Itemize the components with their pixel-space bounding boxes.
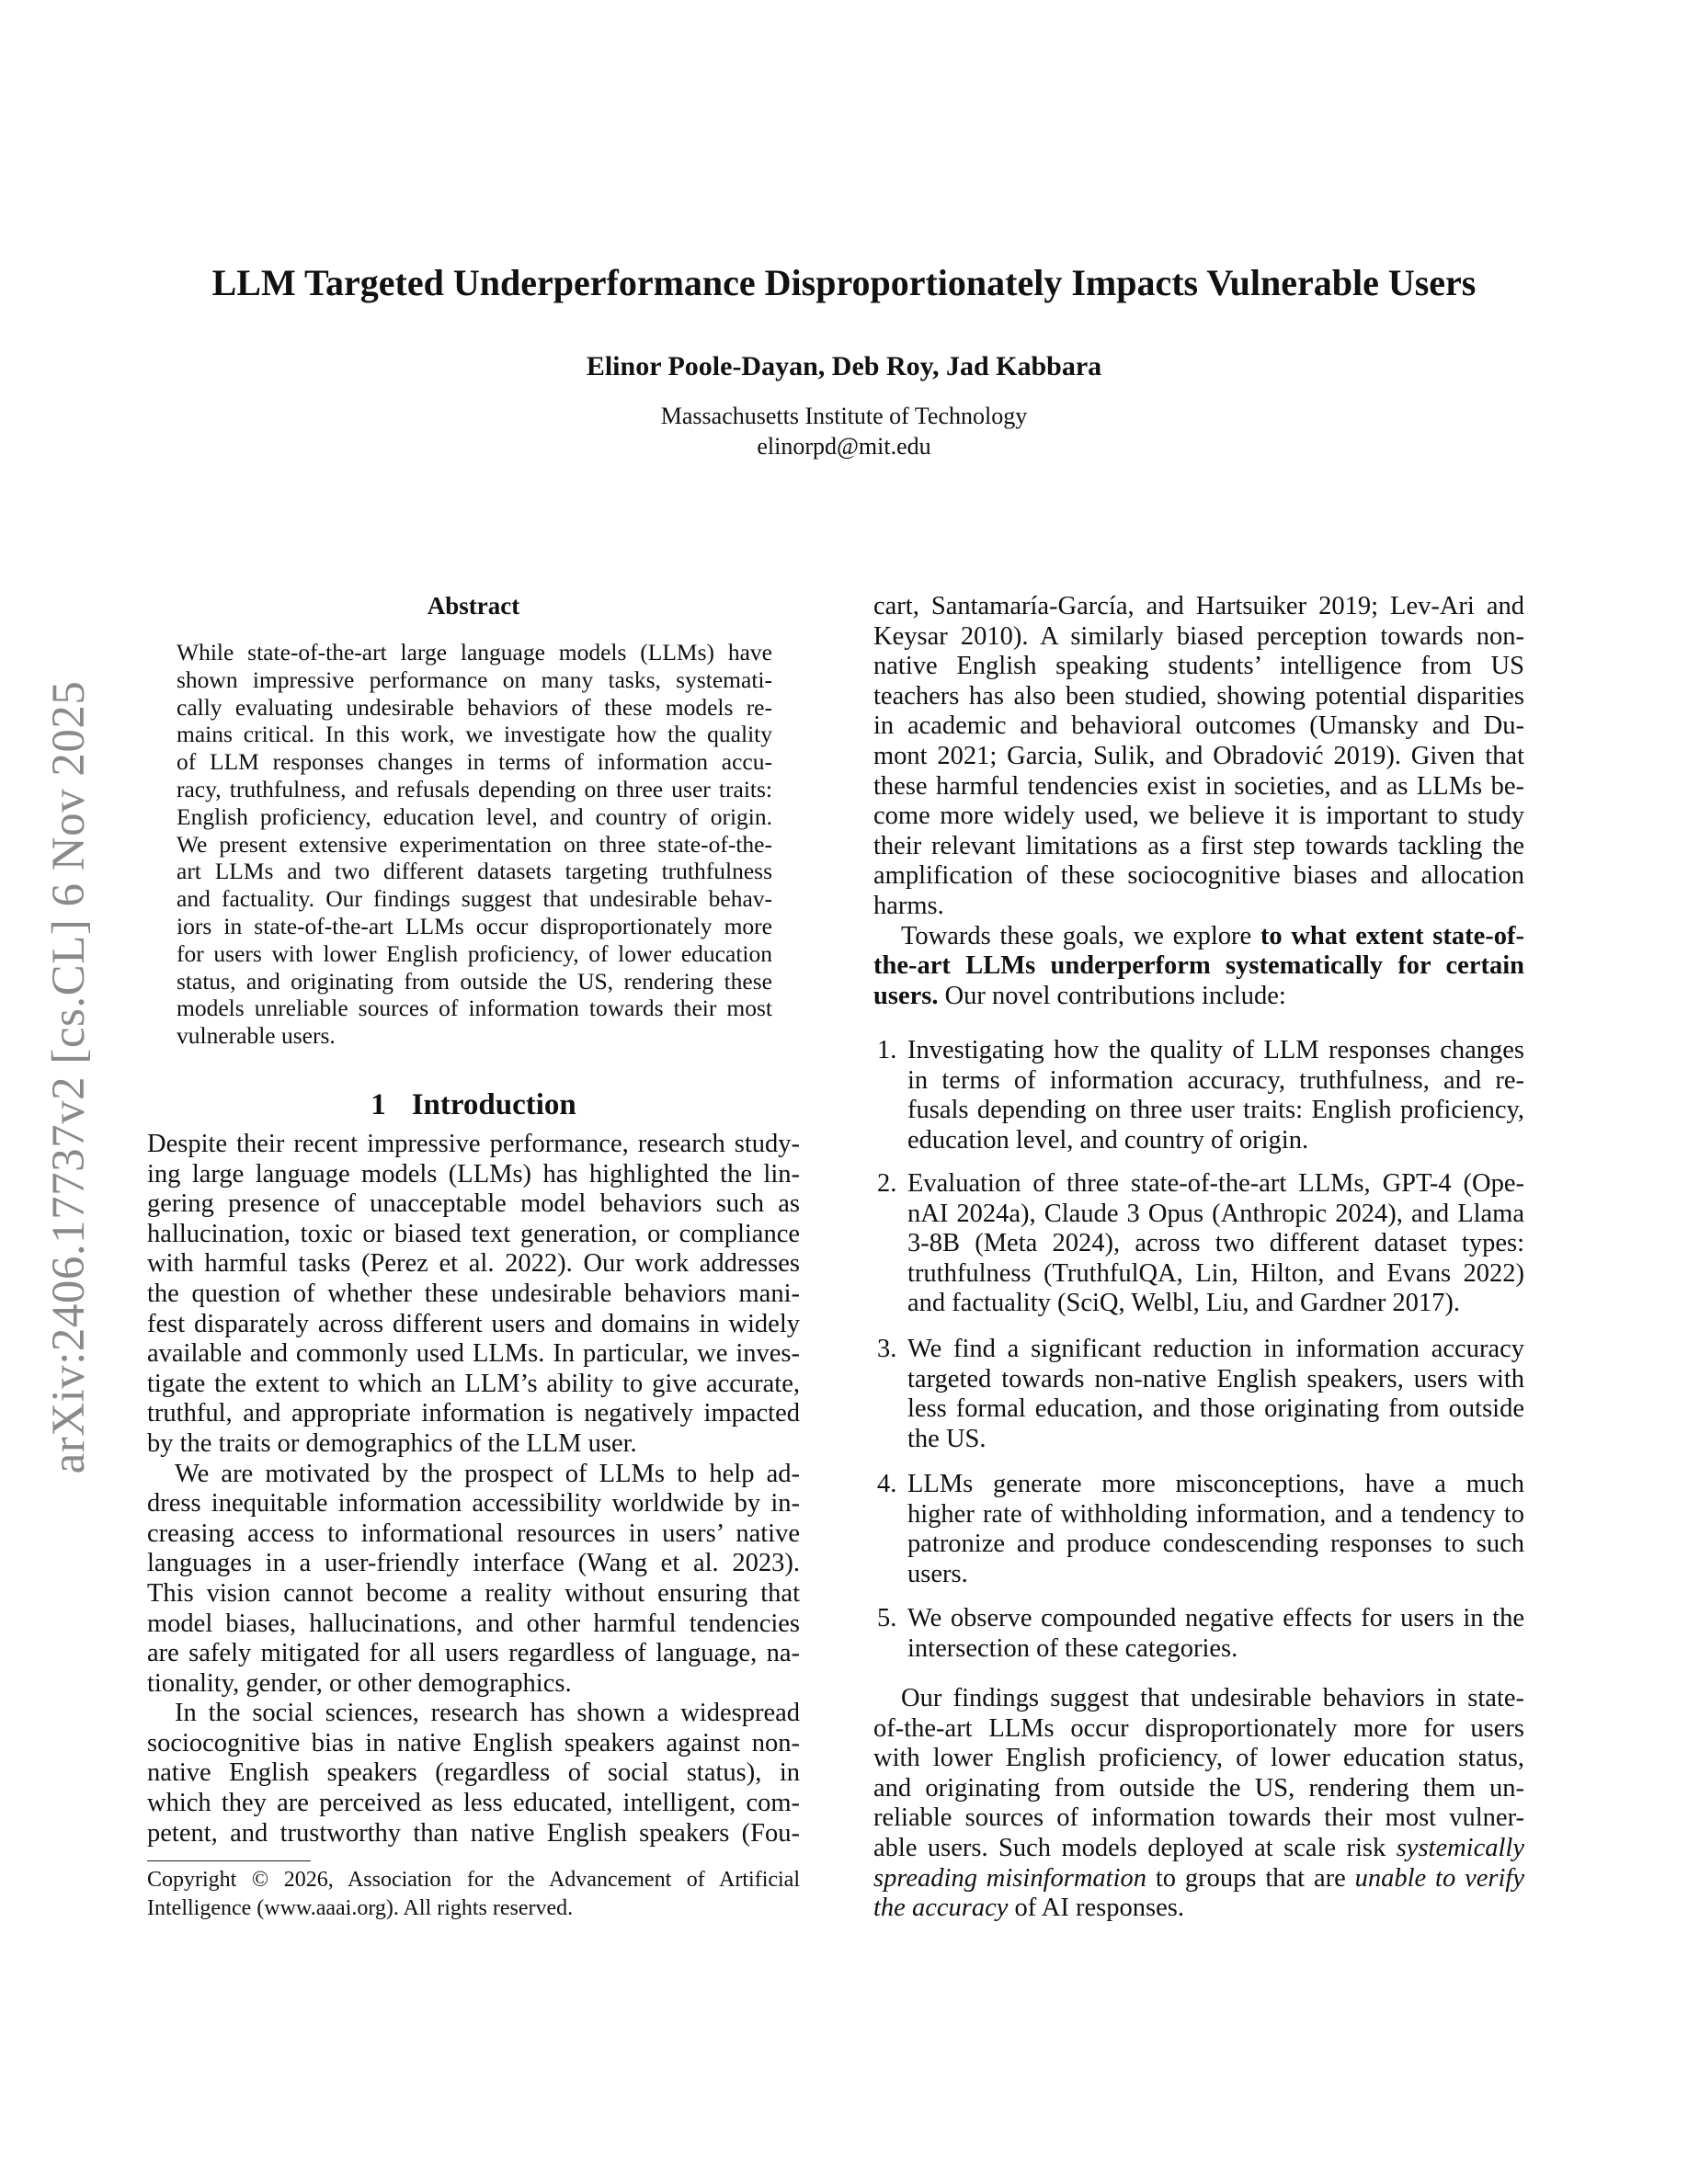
list-number: 4. <box>877 1470 897 1498</box>
text-line: vulnerable users. <box>177 1022 336 1050</box>
text-line: targeted towards non-native English speakers, users with <box>907 1364 1524 1393</box>
author-list: Elinor Poole-Dayan, Deb Roy, Jad Kabbara <box>586 351 1102 381</box>
text-line: by the traits or demographics of the LLM user. <box>147 1428 637 1458</box>
introduction-right-column <box>873 592 1524 1011</box>
text-line: petent, and trustworthy than native English speakers (Fou- <box>147 1818 800 1848</box>
text-line: truthfulness (TruthfulQA, Lin, Hilton, and Evans 2022) <box>907 1258 1524 1288</box>
text-line: teachers has also been studied, showing potential disparities <box>873 681 1524 711</box>
text-line: LLMs generate more misconceptions, have a much <box>907 1470 1524 1498</box>
section-heading-introduction <box>147 1088 800 1122</box>
text-line: higher rate of withholding information, and a tendency to <box>907 1499 1524 1529</box>
author-email: elinorpd@mit.edu <box>757 433 931 460</box>
paragraph <box>177 639 772 1050</box>
text-line: tionality, gender, or other demographics. <box>147 1668 572 1698</box>
text-line: We observe compounded negative effects for users in the <box>907 1604 1524 1632</box>
text-line: sociocognitive bias in native English speakers against non- <box>147 1728 800 1757</box>
list-item-text <box>907 1470 1524 1589</box>
text-line: fusals depending on three user traits: English proficiency, <box>907 1096 1524 1125</box>
italic-text: the accuracy <box>873 1894 1009 1923</box>
text-line: Our findings suggest that undesirable behaviors in state- <box>901 1684 1524 1712</box>
text-line: 3-8B (Meta 2024), across two different dataset types: <box>907 1229 1524 1258</box>
text-line: Towards these goals, we explore to what extent state-of- <box>901 921 1524 950</box>
text-line: mains critical. In this work, we investigate how the quality <box>177 721 772 748</box>
section-title: Introduction <box>411 1088 576 1121</box>
text-line: We find a significant reduction in information accuracy <box>907 1335 1524 1363</box>
bold-text: the-art LLMs underperform systematically for certain <box>873 951 1524 981</box>
text-line: hallucination, toxic or biased text generation, or compliance <box>147 1219 800 1248</box>
text-line: We are motivated by the prospect of LLMs to help ad- <box>175 1459 800 1488</box>
italic-text: systemically <box>1396 1833 1524 1862</box>
italic-text: spreading misinformation <box>873 1863 1146 1893</box>
text-line: which they are perceived as less educated, intelligent, com- <box>147 1789 800 1818</box>
footnote-line: Intelligence (www.aaai.org). All rights reserved. <box>147 1896 574 1920</box>
text-line: with harmful tasks (Perez et al. 2022). Our work addresses <box>147 1249 800 1279</box>
text-line: reliable sources of information towards their most vulner- <box>873 1803 1524 1833</box>
contribution-item <box>873 1169 1524 1319</box>
text-line: education level, and country of origin. <box>907 1125 1309 1155</box>
text-line: come more widely used, we believe it is important to study <box>873 802 1524 831</box>
text-line: languages in a user-friendly interface (Wang et al. 2023). <box>147 1549 800 1578</box>
text-line: shown impressive performance on many tasks, systemati- <box>177 665 772 693</box>
contribution-item <box>873 1036 1524 1155</box>
text-line: native English speakers (regardless of social status), in <box>147 1758 800 1788</box>
text-line: of-the-art LLMs occur disproportionately more for users <box>873 1713 1524 1743</box>
text-line: English proficiency, education level, and country of origin. <box>177 802 772 830</box>
contribution-item <box>873 1604 1524 1664</box>
list-number: 2. <box>877 1169 897 1198</box>
text-line: the question of whether these undesirable behaviors mani- <box>147 1279 800 1308</box>
list-number: 3. <box>877 1335 897 1363</box>
text-line: Despite their recent impressive performance, research study- <box>147 1130 800 1158</box>
text-line: ing large language models (LLMs) has highlighted the lin- <box>147 1159 800 1189</box>
text-line: Investigating how the quality of LLM responses changes <box>907 1036 1524 1064</box>
text-line: patronize and produce condescending responses to such <box>907 1530 1524 1559</box>
text-line: status, and originating from outside the US, rendering these <box>177 967 772 995</box>
paragraph <box>873 922 1524 1012</box>
text-line: cart, Santamaría-García, and Hartsuiker 2019; Lev-Ari and <box>873 592 1524 620</box>
text-line: In the social sciences, research has shown a widespread <box>175 1699 800 1728</box>
text-line <box>873 951 1524 982</box>
contribution-item <box>873 1470 1524 1589</box>
text-line: with lower English proficiency, of lower education status, <box>873 1744 1524 1773</box>
text-line: spreading misinformation to groups that are unable to verify <box>873 1863 1524 1893</box>
text-line: and factuality. Our findings suggest that undesirable behav- <box>177 885 772 913</box>
text-line: dress inequitable information accessibility worldwide by in- <box>147 1489 800 1519</box>
text-line: for users with lower English proficiency, of lower education <box>177 939 772 967</box>
text-line: cally evaluating undesirable behaviors of these models re- <box>177 693 772 721</box>
text-line: and factuality (SciQ, Welbl, Liu, and Gardner 2017). <box>907 1289 1461 1318</box>
text-line: harms. <box>873 891 944 920</box>
introduction-left-column <box>147 1130 800 1848</box>
footnote-line: Copyright © 2026, Association for the Advancement of Artificial <box>147 1868 800 1892</box>
abstract-text <box>177 639 772 1050</box>
text-line: mont 2021; Garcia, Sulik, and Obradović 2019). Given that <box>873 741 1524 770</box>
list-number: 1. <box>877 1036 897 1064</box>
text-line: these harmful tendencies exist in societies, and as LLMs be- <box>873 771 1524 801</box>
text-line: model biases, hallucinations, and other harmful tendencies <box>147 1609 800 1638</box>
list-item-text <box>907 1335 1524 1454</box>
bold-text: users. <box>873 981 939 1010</box>
contribution-item <box>873 1335 1524 1454</box>
text-line: While state-of-the-art large language models (LLMs) have <box>177 639 772 665</box>
text-line: Keysar 2010). A similarly biased perception towards non- <box>873 621 1524 651</box>
paragraph <box>147 1130 800 1460</box>
text-line: racy, truthfulness, and refusals depending on three user traits: <box>177 775 772 802</box>
paragraph <box>873 1684 1524 1924</box>
bold-text: to what extent state-of- <box>1260 921 1524 950</box>
text-line: gering presence of unacceptable model behaviors such as <box>147 1189 800 1219</box>
text-line: in academic and behavioral outcomes (Umansky and Du- <box>873 711 1524 741</box>
text-line: fest disparately across different users and domains in widely <box>147 1309 800 1338</box>
copyright-footnote <box>147 1866 800 1923</box>
text-line: truthful, and appropriate information is negatively impacted <box>147 1399 800 1428</box>
text-line: of LLM responses changes in terms of information accu- <box>177 748 772 776</box>
text-line: We present extensive experimentation on three state-of-the- <box>177 830 772 858</box>
paragraph <box>147 1460 800 1700</box>
paragraph <box>873 592 1524 922</box>
text-line: amplification of these sociocognitive biases and allocation <box>873 861 1524 891</box>
text-line: iors in state-of-the-art LLMs occur disproportionately more <box>177 912 772 939</box>
text-line: less formal education, and those originating from outside <box>907 1394 1524 1424</box>
text-line: able users. Such models deployed at scale risk systemically <box>873 1833 1524 1862</box>
list-item-text <box>907 1604 1524 1664</box>
italic-text: unable to verify <box>1354 1863 1524 1893</box>
text-line: the US. <box>907 1424 987 1453</box>
text-line: users. <box>907 1559 968 1588</box>
text-line: in terms of information accuracy, truthfulness, and re- <box>907 1065 1524 1095</box>
paragraph <box>147 1699 800 1848</box>
list-number: 5. <box>877 1604 897 1632</box>
text-line: native English speaking students’ intelligence from US <box>873 652 1524 681</box>
affiliation: Massachusetts Institute of Technology <box>660 403 1028 429</box>
text-line: This vision cannot become a reality without ensuring that <box>147 1578 800 1608</box>
paper-title: LLM Targeted Underperformance Disproportionately Impacts Vulnerable Users <box>211 262 1477 303</box>
text-line: tigate the extent to which an LLM’s ability to give accurate, <box>147 1369 800 1398</box>
text-line: creasing access to informational resources in users’ native <box>147 1519 800 1548</box>
text-line: models unreliable sources of information towards their most <box>177 995 772 1022</box>
list-item-text <box>907 1036 1524 1155</box>
list-item-text <box>907 1169 1524 1319</box>
text-line: available and commonly used LLMs. In particular, we inves- <box>147 1339 800 1369</box>
text-line: and originating from outside the US, rendering them un- <box>873 1773 1524 1803</box>
text-line: nAI 2024a), Claude 3 Opus (Anthropic 2024), and Llama <box>907 1199 1524 1228</box>
findings-paragraph <box>873 1684 1524 1924</box>
text-line: are safely mitigated for all users regardless of language, na- <box>147 1639 800 1668</box>
text-line: their relevant limitations as a first step towards tackling the <box>873 831 1524 860</box>
arxiv-id-text: arXiv:2406.17737v2 [cs.CL] 6 Nov 2025 <box>43 680 95 1474</box>
text-line: Evaluation of three state-of-the-art LLMs, GPT-4 (Ope- <box>907 1169 1524 1198</box>
text-line: users. Our novel contributions include: <box>873 981 1286 1010</box>
text-line: intersection of these categories. <box>907 1633 1238 1663</box>
footnote-divider <box>147 1860 311 1861</box>
section-number: 1 <box>371 1088 386 1121</box>
text-line: the accuracy of AI responses. <box>873 1894 1184 1923</box>
abstract-heading: Abstract <box>427 592 520 620</box>
text-line: art LLMs and two different datasets targeting truthfulness <box>177 858 772 885</box>
